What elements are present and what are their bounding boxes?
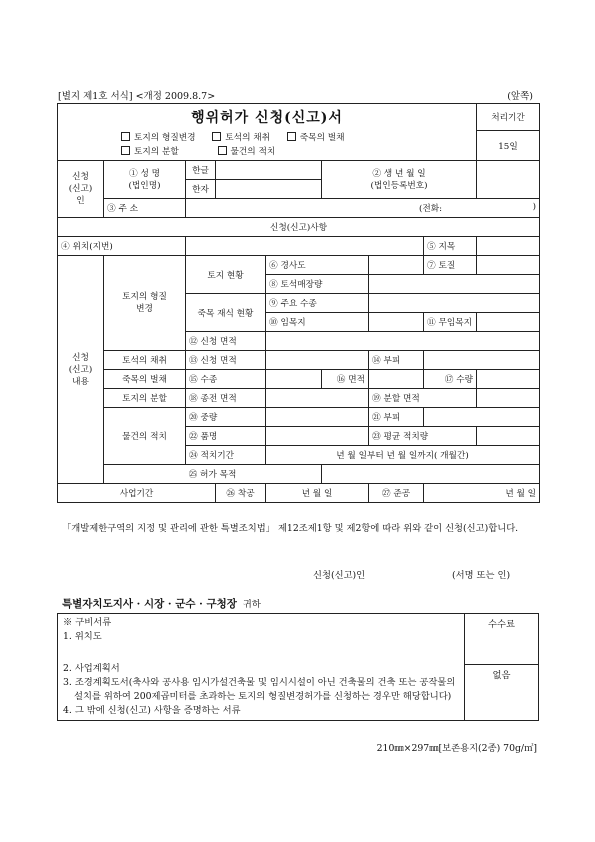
address-field[interactable] <box>186 199 540 218</box>
checkbox[interactable] <box>212 132 221 141</box>
avg-stack-field[interactable] <box>477 427 540 446</box>
soil-amount-field[interactable] <box>369 275 540 294</box>
purpose-label: ㉕ 허가 목적 <box>104 465 322 484</box>
soil-amount-label: ⑧ 토석매장량 <box>266 275 369 294</box>
address-label: ③ 주 소 <box>104 199 186 218</box>
authority: 특별자치도지사 · 시장 · 군수 · 구청장 귀하 <box>62 598 261 610</box>
declaration-text: 「개발제한구역의 지정 및 관리에 관한 특별조치법」 제12조제1항 및 제2항에 따라 위와 같이 신청(신고)합니다. <box>62 523 519 534</box>
land-category-field[interactable] <box>477 237 540 256</box>
applicant-section: 신청 (신고) 인 <box>58 161 104 218</box>
no-trees-label: ⑪ 무임목지 <box>424 313 477 332</box>
quantity-label: ⑰ 수량 <box>424 370 477 389</box>
application-form <box>57 103 540 503</box>
processing-label: 처리기간 <box>477 104 540 131</box>
title-cell <box>58 104 477 161</box>
document-item: 2. 사업계획서 <box>63 663 120 674</box>
option-land-change[interactable]: 토지의 형질변경 <box>121 131 196 143</box>
documents-header: ※ 구비서류 <box>63 617 112 628</box>
fee-value: 없음 <box>465 664 539 720</box>
hangul-label: 한글 <box>186 161 216 180</box>
purpose-field[interactable] <box>322 465 540 484</box>
forest-field[interactable] <box>369 313 424 332</box>
processing-days: 15일 <box>477 131 540 161</box>
apply-area2-field[interactable] <box>266 351 369 370</box>
div-area-label: ⑲ 분할 면적 <box>369 389 477 408</box>
checkbox[interactable] <box>287 132 296 141</box>
item-name-label: ㉒ 품명 <box>186 427 266 446</box>
phone-close: ) <box>532 202 537 212</box>
option-stacking[interactable]: 물건의 적치 <box>218 145 276 157</box>
item-name-field[interactable] <box>266 427 369 446</box>
hanja-label: 한자 <box>186 180 216 199</box>
tree-status-label: 죽목 재식 현황 <box>186 294 266 332</box>
soil-extraction-label: 토석의 채취 <box>104 351 186 370</box>
apply-area-field[interactable] <box>266 332 540 351</box>
stacking-label: 물건의 적치 <box>104 408 186 465</box>
volume-label: ⑭ 부피 <box>369 351 424 370</box>
name-label: ① 성 명 (법인명) <box>104 161 186 199</box>
fee-label: 수수료 <box>465 614 539 665</box>
apply-area-label: ⑫ 신청 면적 <box>186 332 266 351</box>
finish-label: ㉗ 준공 <box>369 484 424 503</box>
weight-label: ⑳ 중량 <box>186 408 266 427</box>
form-number: [별지 제1호 서식] <개정 2009.8.7> <box>58 91 216 102</box>
documents-list <box>58 614 465 721</box>
finish-date-field[interactable]: 년 월 일 <box>424 484 540 503</box>
quantity-field[interactable] <box>477 370 540 389</box>
checkbox[interactable] <box>121 146 130 155</box>
land-category-label: ⑤ 지목 <box>424 237 477 256</box>
area16-label: ⑯ 면적 <box>322 370 369 389</box>
document-item: 3. 조경계획도서(축사와 공사용 임시가설건축물 및 임시시설이 아닌 건축물의 건축 또는 공작물의 설치를 위하여 200제곱미터를 초과하는 토지의 형질변경허가를 신청하는 경우만 해당합니다) <box>63 677 456 702</box>
area16-field[interactable] <box>369 370 424 389</box>
volume21-label: ㉑ 부피 <box>369 408 424 427</box>
start-date-field[interactable]: 년 월 일 <box>266 484 369 503</box>
form-title: 행위허가 신청(신고)서 <box>191 110 343 126</box>
land-division-label: 토지의 분할 <box>104 389 186 408</box>
slope-label: ⑥ 경사도 <box>266 256 369 275</box>
stack-period-label: ㉔ 적치기간 <box>186 446 266 465</box>
location-field[interactable] <box>186 237 424 256</box>
land-status-label: 토지 현황 <box>186 256 266 294</box>
option-land-division[interactable]: 토지의 분할 <box>121 145 179 157</box>
location-label: ④ 위치(지번) <box>58 237 186 256</box>
avg-stack-label: ㉓ 평균 적치량 <box>369 427 477 446</box>
hanja-name-field[interactable] <box>216 180 322 199</box>
checkbox[interactable] <box>121 132 130 141</box>
document-item: 4. 그 밖에 신청(신고) 사항을 증명하는 서류 <box>63 705 241 716</box>
option-soil-extraction[interactable]: 토석의 채취 <box>212 131 270 143</box>
apply-area2-label: ⑬ 신청 면적 <box>186 351 266 370</box>
details-header: 신청(신고)사항 <box>58 218 540 237</box>
logging-label: 죽목의 벌채 <box>104 370 186 389</box>
option-logging[interactable]: 죽목의 벌채 <box>287 131 345 143</box>
soil-field[interactable] <box>477 256 540 275</box>
div-area-field[interactable] <box>477 389 540 408</box>
forest-label: ⑩ 임목지 <box>266 313 369 332</box>
main-trees-field[interactable] <box>369 294 540 313</box>
no-trees-field[interactable] <box>477 313 540 332</box>
document-item: 1. 위치도 <box>63 631 102 642</box>
prev-area-label: ⑱ 종전 면적 <box>186 389 266 408</box>
signature-field[interactable]: (서명 또는 인) <box>452 570 511 581</box>
birth-label: ② 생 년 월 일 (법인등록번호) <box>322 161 477 199</box>
soil-label: ⑦ 토질 <box>424 256 477 275</box>
volume21-field[interactable] <box>424 408 540 427</box>
documents-table <box>57 613 539 721</box>
paper-spec: 210㎜×297㎜[보존용지(2종) 70g/㎡] <box>376 743 537 754</box>
weight-field[interactable] <box>266 408 369 427</box>
land-change-label: 토지의 형질 변경 <box>104 256 186 351</box>
stack-period-field[interactable]: 년 월 일부터 년 월 일까지( 개월간) <box>266 446 540 465</box>
birth-field[interactable] <box>477 161 540 199</box>
main-trees-label: ⑨ 주요 수종 <box>266 294 369 313</box>
page-side-label: (앞쪽) <box>507 91 533 102</box>
species-field[interactable] <box>266 370 322 389</box>
volume-field[interactable] <box>424 351 540 370</box>
content-section: 신청 (신고) 내용 <box>58 256 104 484</box>
slope-field[interactable] <box>369 256 424 275</box>
hangul-name-field[interactable] <box>216 161 322 180</box>
applicant-signature-label: 신청(신고)인 <box>313 570 366 581</box>
start-label: ㉖ 착공 <box>216 484 266 503</box>
checkbox[interactable] <box>218 146 227 155</box>
species-label: ⑮ 수종 <box>186 370 266 389</box>
biz-period-label: 사업기간 <box>58 484 216 503</box>
prev-area-field[interactable] <box>266 389 369 408</box>
phone-label: (전화: <box>419 204 443 214</box>
